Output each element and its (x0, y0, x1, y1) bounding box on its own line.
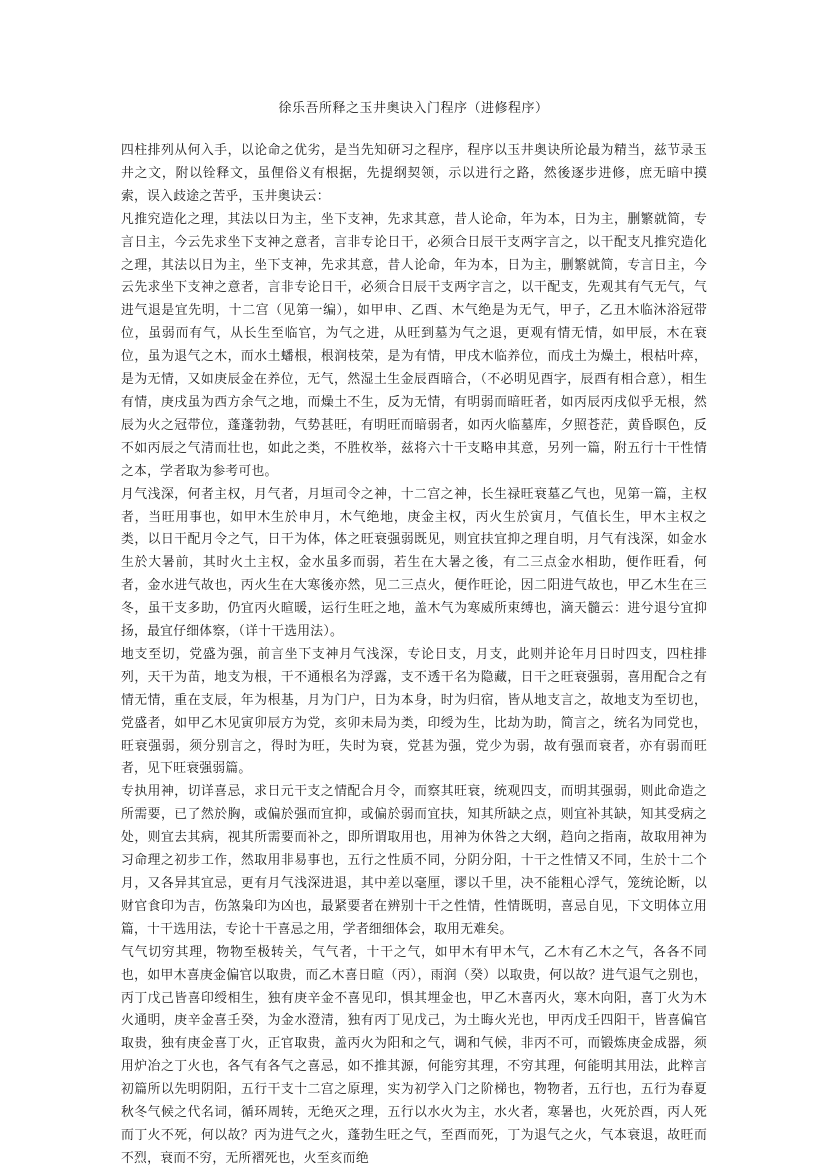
paragraph-useful-god: 专执用神，切详喜忌，求日元干支之情配合月令，而察其旺衰，统观四支，而明其强弱，则此命造之所需要，已了然於胸，或偏於强而宜抑，或偏於弱而宜扶，知其所缺之点，则宜补其缺，知其受病之处，则宜去其病，视其所需要而补之，即所谓取用也，用神为休咎之大纲，趋向之指南，故取用神为习命理之初步工作，然取用非易事也，五行之性质不同，分阴分阳，十干之性情又不同，生於十二个月，又各异其宜忌，更有月气浅深进退，其中差以毫厘，谬以千里，决不能粗心浮气，笼统论断，以财官食印为吉，伤煞枭印为凶也，最紧要者在辨别十干之性情，性情既明，喜忌自见，下文明体立用篇，十干选用法，专论十干喜忌之用，学者细细体会，取用无难矣。 (121, 784, 707, 937)
document-title: 徐乐吾所释之玉井奥诀入门程序（进修程序） (278, 101, 549, 116)
paragraph-month-qi: 月气浅深，何者主权，月气者，月垣司令之神，十二宫之神，长生禄旺衰墓乙气也，见第一篇，主权者，当旺用事也，如甲木生於申月，木气绝地，庚金主权，丙火生於寅月，气值长生，甲木主权之类，以日干配月令之气，日干为体，体之旺衰强弱既见，则宜扶宜抑之理自明，月气有浅深，如金水生於大暑前，其时火土主权，金水虽多而弱，若生在大暑之後，有二三点金水相助，便作旺看，何者，金水进气故也，丙火生在大寒後亦然，见二三点火，便作旺论，因二阳进气故也，甲乙木生在三冬，虽干支多助，仍宜丙火暄暖，运行生旺之地，盖木气为寒威所束缚也，滴天髓云：进兮退兮宜抑扬，最宜仔细体察，（详十干选用法）。 (121, 486, 707, 640)
paragraph-qi-principles: 气气切穷其理，物物至极转关，气气者，十干之气，如甲木有甲木气，乙木有乙木之气，各各不同也，如甲木喜庚金偏官以取贵，而乙木喜日暄（丙），雨润（癸）以取贵，何以故？进气退气之别也，丙丁戊己皆喜印绶相生，独有庚辛金不喜见印，惧其埋金也，甲乙木喜丙火，寒木向阳，喜丁火为木火通明，庚辛金喜壬癸，为金水澄清，独有丙丁见戊己，为土晦火光也，甲丙戊壬四阳干，皆喜偏官取贵，独有庚金喜丁火，正官取贵，盖丙火为阳和之气，调和气候，非丙不可，而锻炼庚金成器，须用炉冶之丁火也，各气有各气之喜忌，如不推其源，何能穷其理，不穷其理，何能明其用法，此粹言初篇所以先明阴阳，五行干支十二宫之原理，实为初学入门之阶梯也，物物者，五行也，五行为春夏秋冬气候之代名词，循环周转，无绝灭之理，五行以水火为主，水火者，寒暑也，火死於酉，丙人死而丁火不死，何以故？丙为进气之火，蓬勃生旺之气，至酉而死，丁为退气之火，气本衰退，故旺而不烈，衰而不穷，无所褶死也，火至亥而绝 (121, 944, 707, 1166)
paragraph-earthly-branches: 地支至切，党盛为强，前言坐下支神月气浅深，专论日支，月支，此则并论年月日时四支，四柱排列，天干为苗，地支为根，干不通根名为浮露，支不透干名为隐藏，日干之旺衰强弱，喜用配合之有情无情，重在支辰，年为根基，月为门户，日为本身，时为归宿，皆从地支言之，故地支为至切也，党盛者，如甲乙木见寅卯辰方为党，亥卯未局为类，印绶为生，比劫为助，简言之，统名为同党也，旺衰强弱，须分别言之，得时为旺，失时为衰，党甚为强，党少为弱，故有强而衰者，亦有弱而旺者，见下旺衰强弱篇。 (121, 646, 707, 777)
paragraph-day-pillar: 凡推究造化之理，其法以日为主，坐下支神，先求其意，昔人论命，年为本，日为主，删繁就简，专言日主，今云先求坐下支神之意者，言非专论日干，必须合日辰干支两字言之，以干配支凡推究造化之理，其法以日为主，坐下支神，先求其意，昔人论命，年为本，日为主，删繁就简，专言日主，今云先求坐下支神之意者，言非专论日干，必须合日辰干支两字言之，以干配支，先观其有气无气，气进气退是宜先明，十二宫（见第一编），如甲申、乙酉、木气绝是为无气，甲子，乙丑木临沐浴冠带位，虽弱而有气，从长生至临官，为气之进，从旺到墓为气之退，更观有情无情，如甲辰，木在衰位，虽为退气之木，而水土蟠根，根润枝荣，是为有情，甲戌木临养位，而戌土为燥土，根枯叶瘁，是为无情，又如庚辰金在养位，无气，然湿土生金辰酉暗合，（不必明见酉字，辰酉有相合意），相生有情，庚戌虽为西方余气之地，而燥土不生，反为无情，有明弱而暗旺者，如丙辰丙戌似乎无根，然辰为火之冠带位，蓬蓬勃勃，气势甚旺，有明旺而暗弱者，如丙火临墓库，夕照苍茫，黄昏暝色，反不如丙辰之气清而壮也，如此之类，不胜枚举，兹将六十干支略申其意，另列一篇，附五行十干性情之本，学者取为参考可也。 (121, 211, 707, 479)
paragraph-intro: 四柱排列从何入手，以论命之优劣，是当先知研习之程序，程序以玉井奥诀所论最为精当，兹节录玉井之文，附以铨释文，虽俚俗义有根据，先提纲契领，示以进行之路，然後逐步进修，庶无暗中摸索，误入歧途之苦乎，玉井奥诀云： (121, 143, 707, 204)
document-body (121, 140, 707, 1171)
